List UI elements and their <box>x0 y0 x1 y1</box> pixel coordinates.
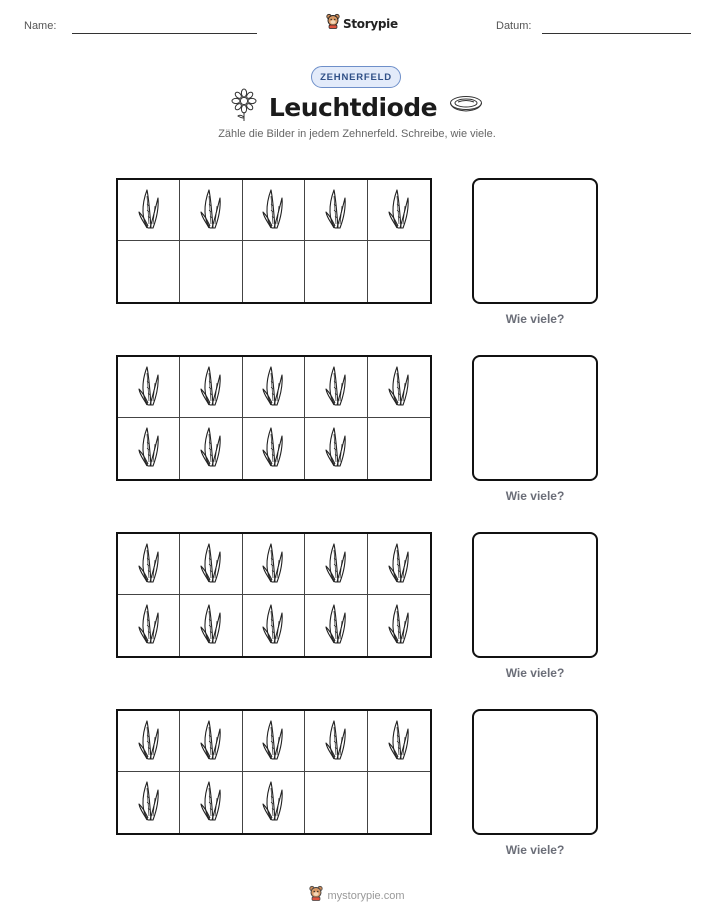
ten-frame-3 <box>116 532 432 658</box>
leaf-icon <box>261 424 285 473</box>
ten-frame-cell <box>243 357 305 418</box>
leaf-icon <box>387 186 411 235</box>
footer-url[interactable]: mystorypie.com <box>327 889 405 902</box>
answer-label-3: Wie viele? <box>505 666 565 680</box>
name-line[interactable] <box>72 33 257 34</box>
ten-frame-cell <box>180 711 242 772</box>
ten-frame-cell <box>368 418 430 479</box>
ten-frame-cell <box>368 180 430 241</box>
ten-frame-cell <box>118 241 180 302</box>
leaf-icon <box>199 778 223 827</box>
leaf-icon <box>324 540 348 589</box>
ten-frame-cell <box>180 357 242 418</box>
ten-frame-cell <box>368 534 430 595</box>
ten-frame-1 <box>116 178 432 304</box>
ten-frame-cell <box>368 595 430 656</box>
leaf-icon <box>137 778 161 827</box>
name-label: Name: <box>24 20 57 32</box>
leaf-icon <box>324 363 348 412</box>
date-label: Datum: <box>496 20 532 32</box>
answer-box-4[interactable] <box>472 709 598 835</box>
ten-frame-cell <box>118 711 180 772</box>
ten-frame-cell <box>243 180 305 241</box>
leaf-icon <box>261 540 285 589</box>
ten-frame-cell <box>118 418 180 479</box>
leaf-icon <box>199 363 223 412</box>
ten-frame-cell <box>180 772 242 833</box>
leaf-icon <box>324 717 348 766</box>
ten-frame-4 <box>116 709 432 835</box>
ten-frame-cell <box>305 711 367 772</box>
ten-frame-cell <box>243 772 305 833</box>
ten-frame-cell <box>368 357 430 418</box>
leaf-icon <box>199 424 223 473</box>
ten-frame-cell <box>305 180 367 241</box>
brand-name: Storypie <box>343 16 398 31</box>
ten-frame-cell <box>118 534 180 595</box>
page-title: Leuchtdiode <box>268 93 438 122</box>
answer-label-4: Wie viele? <box>505 843 565 857</box>
ten-frame-cell <box>180 241 242 302</box>
answer-box-1[interactable] <box>472 178 598 304</box>
ten-frame-cell <box>118 180 180 241</box>
leaf-icon <box>387 717 411 766</box>
ten-frame-cell <box>243 241 305 302</box>
leaf-icon <box>137 540 161 589</box>
leaf-icon <box>324 424 348 473</box>
leaf-icon <box>261 363 285 412</box>
ten-frame-cell <box>368 711 430 772</box>
ten-frame-cell <box>243 418 305 479</box>
leaf-icon <box>387 363 411 412</box>
ten-frame-cell <box>305 357 367 418</box>
leaf-icon <box>199 540 223 589</box>
leaf-icon <box>137 601 161 650</box>
ten-frame-cell <box>368 772 430 833</box>
ten-frame-cell <box>243 534 305 595</box>
ten-frame-cell <box>118 357 180 418</box>
leaf-icon <box>137 363 161 412</box>
ten-frame-cell <box>368 241 430 302</box>
ten-frame-cell <box>305 595 367 656</box>
leaf-icon <box>137 424 161 473</box>
instructions: Zähle die Bilder in jedem Zehnerfeld. Schreibe, wie viele. <box>218 128 496 140</box>
worksheet-type-badge: ZEHNERFELD <box>311 66 401 88</box>
title-row <box>0 88 714 127</box>
bear-mascot-icon <box>326 13 340 34</box>
ten-frame-cell <box>305 534 367 595</box>
ten-frame-cell <box>243 711 305 772</box>
leaf-icon <box>324 601 348 650</box>
ten-frame-cell <box>180 534 242 595</box>
leaf-icon <box>137 717 161 766</box>
flower-icon <box>231 88 257 127</box>
leaf-icon <box>261 717 285 766</box>
leaf-icon <box>137 186 161 235</box>
leaf-icon <box>199 717 223 766</box>
answer-label-1: Wie viele? <box>505 312 565 326</box>
leaf-icon <box>387 540 411 589</box>
ten-frame-cell <box>118 595 180 656</box>
answer-box-3[interactable] <box>472 532 598 658</box>
ten-frame-cell <box>180 180 242 241</box>
storypie-logo <box>326 13 398 34</box>
ten-frame-cell <box>180 595 242 656</box>
answer-label-2: Wie viele? <box>505 489 565 503</box>
footer <box>0 885 714 906</box>
ten-frame-cell <box>118 772 180 833</box>
ten-frame-cell <box>305 418 367 479</box>
bear-mascot-icon <box>309 885 323 906</box>
leaf-icon <box>199 186 223 235</box>
leaf-icon <box>261 186 285 235</box>
ten-frame-cell <box>243 595 305 656</box>
leaf-icon <box>261 778 285 827</box>
leaf-icon <box>387 601 411 650</box>
ten-frame-cell <box>305 772 367 833</box>
answer-box-2[interactable] <box>472 355 598 481</box>
leaf-icon <box>324 186 348 235</box>
leaf-icon <box>261 601 285 650</box>
date-line[interactable] <box>542 33 691 34</box>
leaf-icon <box>199 601 223 650</box>
ten-frame-cell <box>305 241 367 302</box>
ten-frame-cell <box>180 418 242 479</box>
ten-frame-2 <box>116 355 432 481</box>
bowl-icon <box>449 94 483 121</box>
